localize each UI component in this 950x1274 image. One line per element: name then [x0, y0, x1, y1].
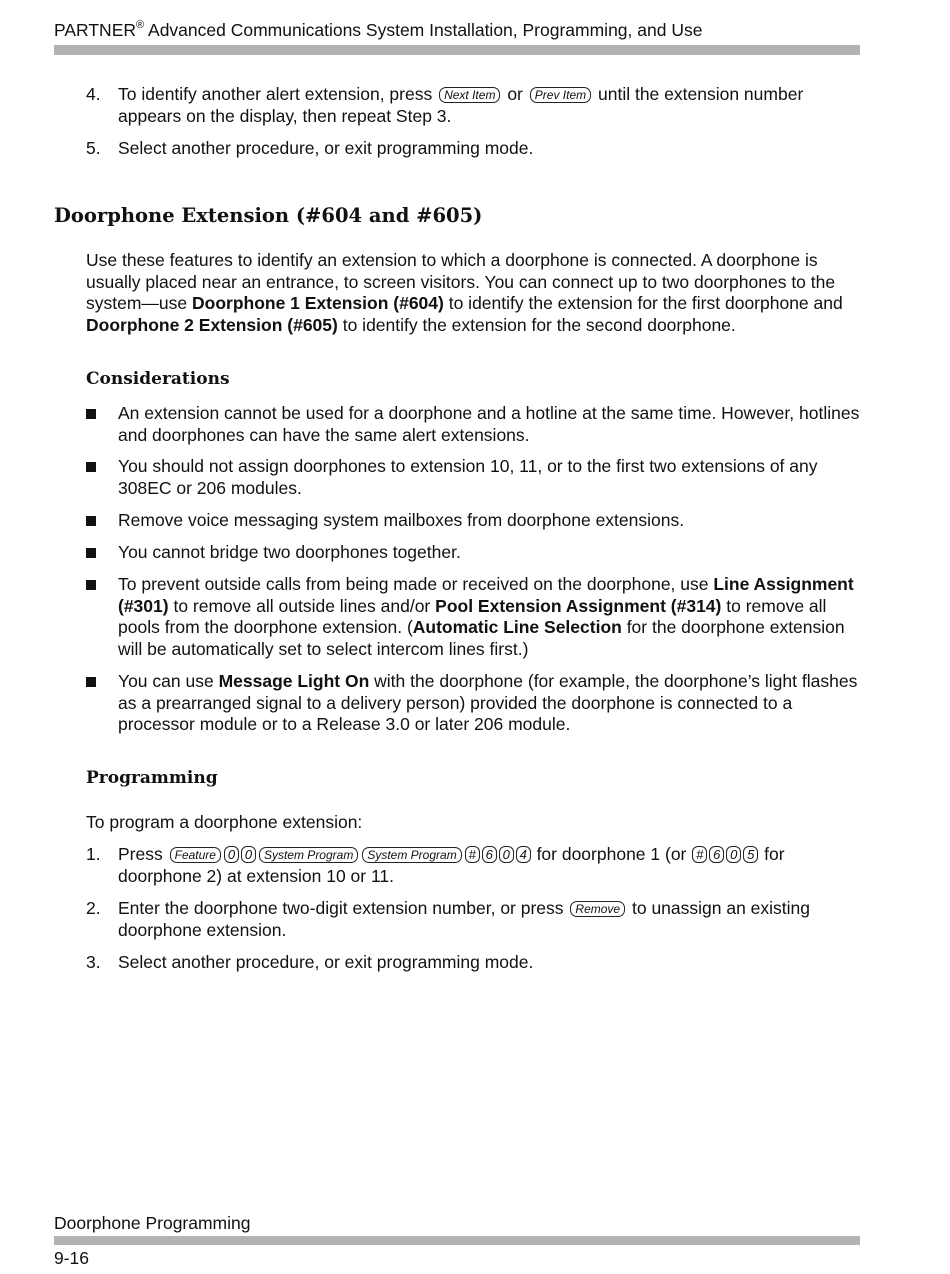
bullet-marker — [86, 677, 96, 687]
step-number: 5. — [86, 138, 101, 158]
step-text: Select another procedure, or exit programming mode. — [118, 138, 534, 158]
header-rule — [54, 45, 860, 55]
dial-key-0: 0 — [224, 846, 239, 863]
section-intro: Use these features to identify an extension to which a doorphone is connected. A doorphone is usually placed near an entrance, to screen visitors. You can connect up to two doorphones to the system—use Doorphone 1 Extension (#604) to identify the extension for the first doorphone and Doorphone 2 Extension (#605) to identify the extension for the second doorphone. — [86, 250, 843, 335]
step-text: Select another procedure, or exit programming mode. — [118, 952, 534, 972]
bullet-text: To prevent outside calls from being made or received on the doorphone, use Line Assignment (#301) to remove all outside lines and/or Pool Extension Assignment (#314) to remove all pools from the doorphone extension. (Automatic Line Selection for the doorphone extension will be automatically set to select intercom lines first.) — [118, 574, 854, 659]
remove-key: Remove — [570, 901, 625, 917]
dial-key-hash: # — [465, 846, 480, 863]
bullet-marker — [86, 409, 96, 419]
step-text: To identify another alert extension, press Next Item or Prev Item until the extension number appears on the display, then repeat Step 3. — [118, 84, 804, 126]
dial-key-5: 5 — [743, 846, 758, 863]
footer-rule — [54, 1236, 860, 1245]
step-number: 4. — [86, 84, 101, 104]
prev-item-key: Prev Item — [530, 87, 591, 103]
dial-key-6: 6 — [709, 846, 724, 863]
bullet-marker — [86, 548, 96, 558]
footer-section-title: Doorphone Programming — [54, 1213, 251, 1233]
dial-key-0: 0 — [241, 846, 256, 863]
bullet-text: An extension cannot be used for a doorphone and a hotline at the same time. However, hotlines and doorphones can have the same alert extensions. — [118, 403, 860, 445]
bullet-text: Remove voice messaging system mailboxes from doorphone extensions. — [118, 510, 685, 530]
page-number: 9-16 — [54, 1248, 90, 1268]
next-item-key: Next Item — [439, 87, 500, 103]
step-text: Enter the doorphone two-digit extension number, or press Remove to unassign an existing doorphone extension. — [118, 898, 811, 940]
step-number: 1. — [86, 844, 101, 864]
dial-key-0: 0 — [499, 846, 514, 863]
bullet-marker — [86, 462, 96, 472]
running-header — [54, 14, 702, 42]
header-title-pre: PARTNER — [54, 19, 137, 40]
system-program-key: System Program — [362, 847, 461, 863]
bullet-marker — [86, 580, 96, 590]
system-program-key: System Program — [259, 847, 358, 863]
step-number: 3. — [86, 952, 101, 972]
dial-key-0: 0 — [726, 846, 741, 863]
dial-key-6: 6 — [482, 846, 497, 863]
considerations-heading: Considerations — [86, 369, 230, 389]
section-heading: Doorphone Extension (#604 and #605) — [54, 204, 483, 227]
programming-intro: To program a doorphone extension: — [86, 812, 363, 832]
step-number: 2. — [86, 898, 101, 918]
feature-key: Feature — [170, 847, 221, 863]
bullet-text: You can use Message Light On with the doorphone (for example, the doorphone’s light flashes as a prearranged signal to a delivery person) provided the doorphone is connected to a processor module or to a Release 3.0 or later 206 module. — [118, 671, 858, 734]
registered-mark: ® — [136, 19, 145, 31]
bullet-marker — [86, 516, 96, 526]
bullet-text: You should not assign doorphones to extension 10, 11, or to the first two extensions of any 308EC or 206 modules. — [118, 456, 818, 498]
bullet-text: You cannot bridge two doorphones together. — [118, 542, 461, 562]
step-text: Press Feature 0 0 System Program System Program # 6 0 4 for doorphone 1 (or # 6 0 5 for doorphone 2) at extension 10 or 11. — [118, 844, 785, 886]
programming-heading: Programming — [86, 768, 218, 788]
dial-key-4: 4 — [516, 846, 531, 863]
dial-key-hash: # — [692, 846, 707, 863]
header-title-post: Advanced Communications System Installation, Programming, and Use — [144, 19, 703, 40]
